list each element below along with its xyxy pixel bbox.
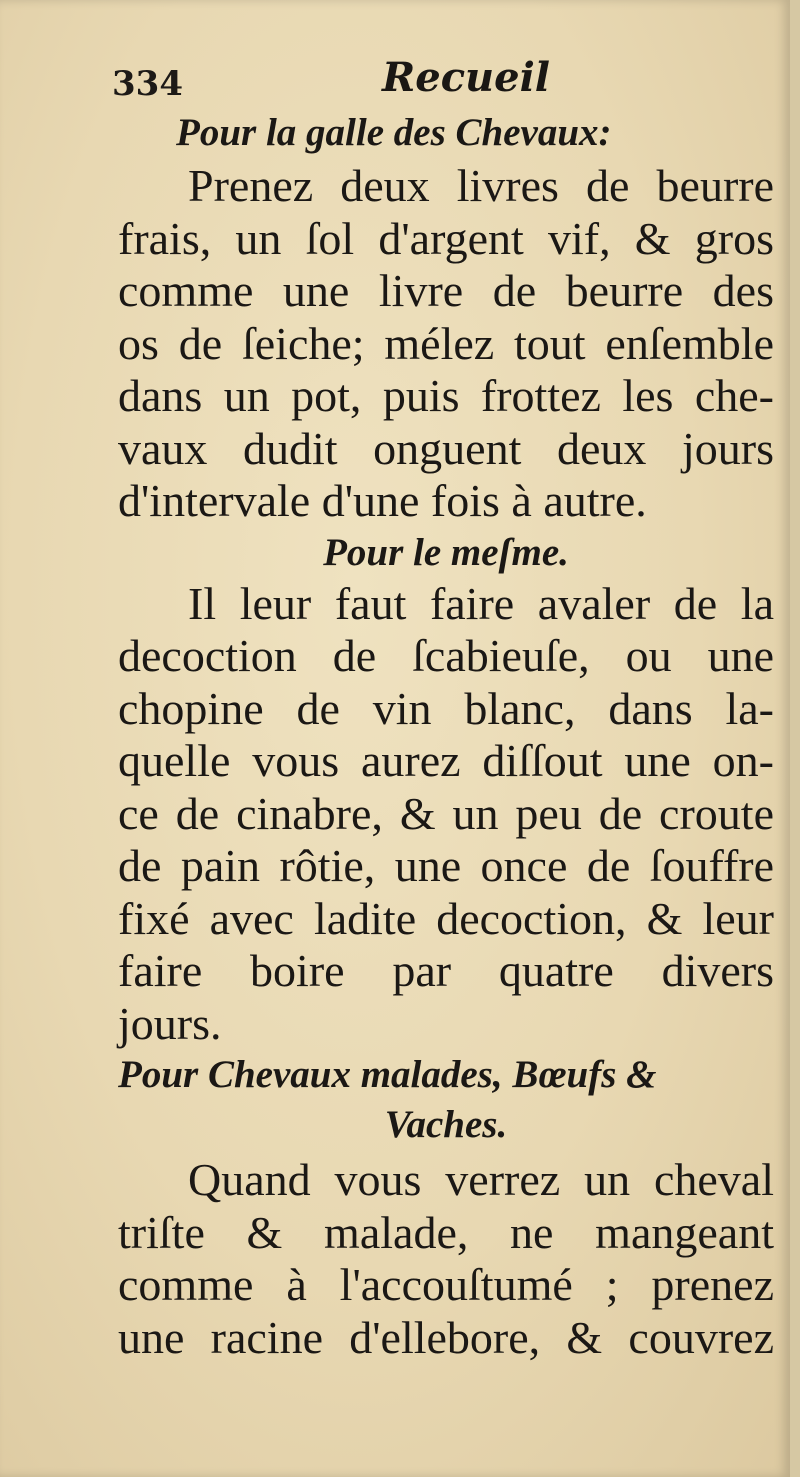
running-head: Recueil: [382, 54, 550, 101]
text-line: quelle vous aurez diſſout une on-: [118, 735, 774, 786]
text-line: triſte & malade, ne mangeant: [118, 1206, 774, 1258]
page-number: 334: [112, 64, 183, 104]
text-line: d'intervale d'une fois à autre.: [118, 475, 647, 526]
text-line: ce de cinabre, & un peu de croute: [118, 787, 774, 839]
text-line: Prenez deux livres de beurre: [188, 160, 774, 211]
text-line: chopine de vin blanc, dans la-: [118, 682, 774, 734]
text-line: Quand vous verrez un cheval: [188, 1154, 774, 1205]
text-line: faire boire par quatre divers: [118, 945, 774, 996]
text-line: dans un pot, puis frottez les che-: [118, 370, 774, 421]
section-heading-chevaux-malades: Pour Chevaux malades, Bœufs &: [118, 1053, 657, 1096]
page-header: [112, 48, 772, 108]
text-block: [118, 108, 774, 1364]
text-line: frais, un ſol d'argent vif, & gros: [118, 212, 774, 264]
section-heading-vaches: Vaches.: [384, 1103, 508, 1146]
section-heading-galle: Pour la galle des Chevaux:: [176, 111, 612, 154]
text-line: os de ſeiche; mélez tout enſemble: [118, 317, 774, 369]
text-line: fixé avec ladite decoction, & leur: [118, 892, 774, 944]
text-line: comme à l'accouſtumé ; prenez: [118, 1259, 774, 1310]
page-edge: [790, 0, 800, 1477]
text-line: comme une livre de beurre des: [118, 265, 774, 316]
text-line: Il leur faut faire avaler de la: [188, 577, 774, 629]
text-line: de pain rôtie, une once de ſouffre: [118, 840, 774, 891]
text-line: decoction de ſcabieuſe, ou une: [118, 630, 774, 681]
text-line: une racine d'ellebore, & couvrez: [118, 1311, 774, 1363]
text-line: vaux dudit onguent deux jours: [118, 422, 774, 474]
text-line: jours.: [118, 997, 222, 1049]
section-heading-mesme: Pour le meſme.: [323, 530, 569, 574]
